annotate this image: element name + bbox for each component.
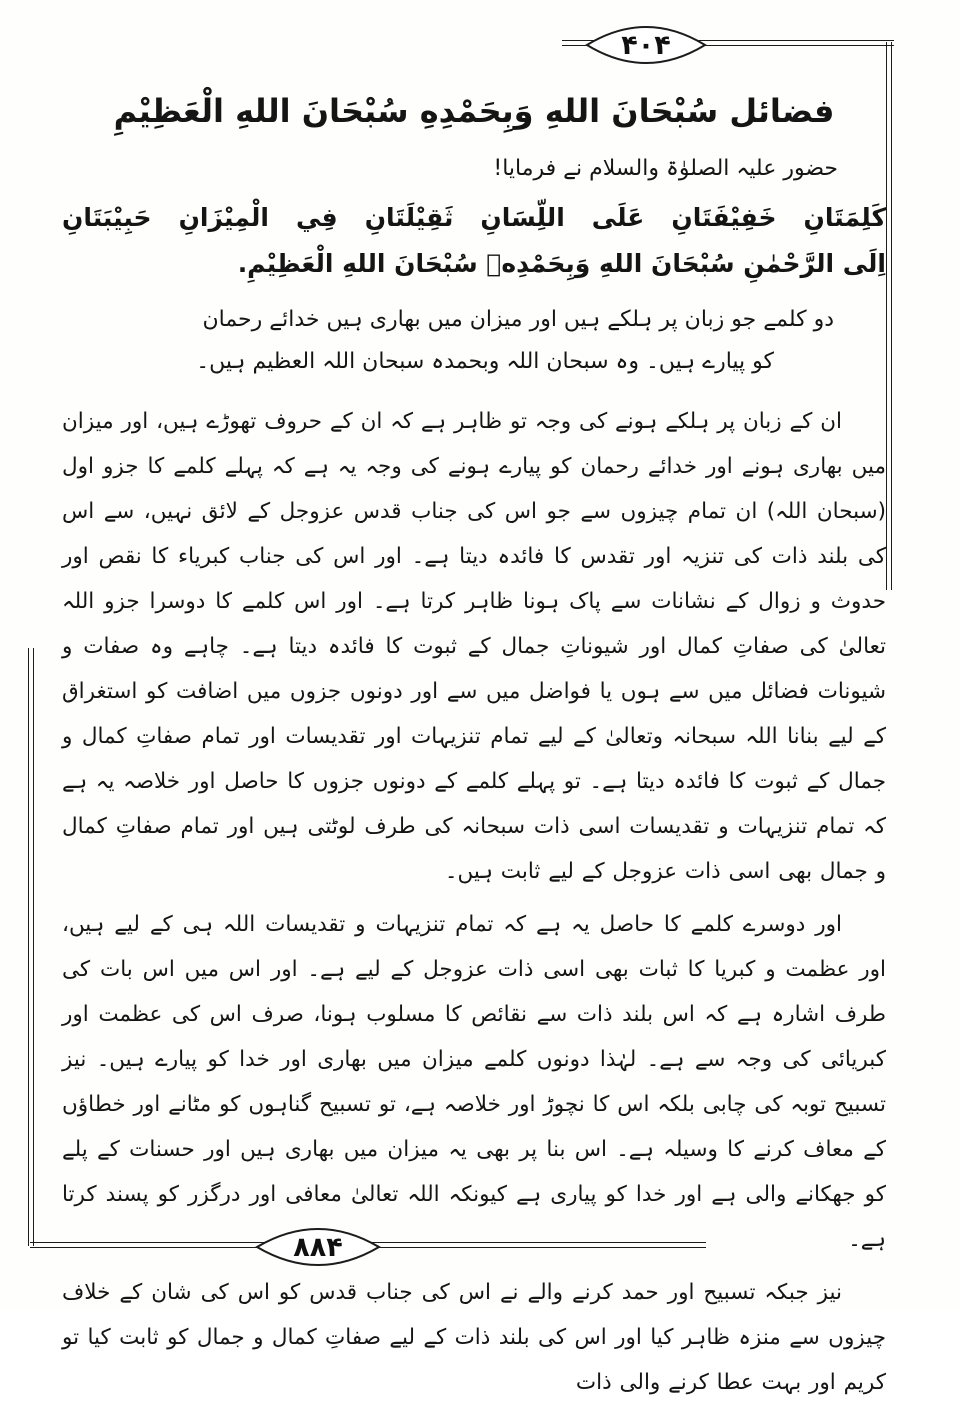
hadith-urdu-translation: [62, 299, 886, 383]
frame-right-rule: [886, 42, 892, 590]
body-paragraph: ان کے زبان پر ہلکے ہونے کی وجہ تو ظاہر ہے کہ ان کے حروف تھوڑے ہیں، اور میزان میں بھاری ہونے اور خدائے رحمان کو پیارے ہونے کی وجہ یہ ہے کہ پہلے کلمے کا جزو اول (سبحان اللہ) ان تمام چیزوں سے جو اس کی جناب قدس عزوجل کے لائق نہیں، سے اس کی بلند ذات کی تنزیہ اور تقدس کا فائدہ دیتا ہے۔ اور اس کی جناب کبریاء کا نقص اور حدوث و زوال کے نشانات سے پاک ہونا ظاہر کرتا ہے۔ اور اس کلمے کا دوسرا جزو اللہ تعالیٰ کی صفاتِ کمال اور شیوناتِ جمال کے ثبوت کا فائدہ دیتا ہے۔ چاہے وہ صفات و شیونات فضائل میں سے ہوں یا فواضل میں سے اور دونوں جزوں میں اضافت کو استغراق کے لیے بنانا اللہ سبحانہ وتعالیٰ کے لیے تمام تنزیہات اور تقدیسات اور تمام صفاتِ کمال و جمال کے ثبوت کا فائدہ دیتا ہے۔ تو پہلے کلمے کے دونوں جزوں کا حاصل اور خلاصہ یہ ہے کہ تمام تنزیہات و تقدیسات اسی ذات سبحانہ کی طرف لوٹتی ہیں اور تمام صفاتِ کمال و جمال بھی اسی ذات عزوجل کے لیے ثابت ہیں۔: [62, 409, 886, 884]
page-content: [62, 92, 886, 1413]
hadith-arabic-text: [62, 195, 886, 287]
body-paragraph: نیز جبکہ تسبیح اور حمد کرنے والے نے اس کی جناب قدس کو اس کی شان کے خلاف چیزوں سے منزہ ظاہر کیا اور اس کی بلند ذات کے لیے صفاتِ کمال و جمال کو ثابت کیا تو کریم اور بہت عطا کرنے والی ذات: [62, 1280, 886, 1395]
hadith-line-1: كَلِمَتَانِ خَفِيْفَتَانِ عَلَى اللِّسَانِ ثَقِيْلَتَانِ فِي الْمِيْزَانِ حَبِيْبَتَانِ: [62, 203, 886, 232]
page-number-cartouche-top: [585, 24, 707, 66]
hadith-line-2: اِلَى الرَّحْمٰنِ سُبْحَانَ اللهِ وَبِحَمْدِهٖ سُبْحَانَ اللهِ الْعَظِيْمِ.: [237, 249, 886, 278]
frame-left-rule: [28, 648, 34, 1246]
chapter-title: فضائل سُبْحَانَ اللهِ وَبِحَمْدِهِ سُبْحَانَ اللهِ الْعَظِيْمِ: [113, 92, 835, 130]
page-number-top: ۴۰۴: [621, 29, 671, 61]
page-number-bottom: ۸۸۴: [293, 1231, 343, 1263]
body-paragraph: اور دوسرے کلمے کا حاصل یہ ہے کہ تمام تنزیہات و تقدیسات اللہ ہی کے لیے ہیں، اور عظمت و کبریا کا ثبات بھی اسی ذات عزوجل کے لیے ہے۔ اور اس میں اس بات کی طرف اشارہ ہے کہ اس بلند ذات سے نقائص کا مسلوب ہونا، صرف اس کی عظمت اور کبریائی کی وجہ سے ہے۔ لہٰذا دونوں کلمے میزان میں بھاری اور خدا کو پیارے ہیں۔ نیز تسبیح توبہ کی چابی بلکہ اس کا نچوڑ اور خلاصہ ہے، تو تسبیح گناہوں کو مٹانے اور خطاؤں کے معاف کرنے کا وسیلہ ہے۔ اس بنا پر بھی یہ میزان میں بھاری ہیں اور حسنات کے پلے کو جھکانے والی ہے اور خدا کو پیاری ہے کیونکہ اللہ تعالیٰ معافی اور درگزر کو پسند کرتا ہے۔: [62, 912, 886, 1252]
narration-intro: حضور علیہ الصلوٰۃ والسلام نے فرمایا!: [493, 156, 838, 181]
translation-line-2: کو پیارے ہیں۔ وہ سبحان اللہ وبحمدہ سبحان اللہ العظیم ہیں۔: [196, 349, 774, 374]
translation-line-1: دو کلمے جو زبان پر ہلکے ہیں اور میزان میں بھاری ہیں خدائے رحمان: [202, 307, 834, 332]
